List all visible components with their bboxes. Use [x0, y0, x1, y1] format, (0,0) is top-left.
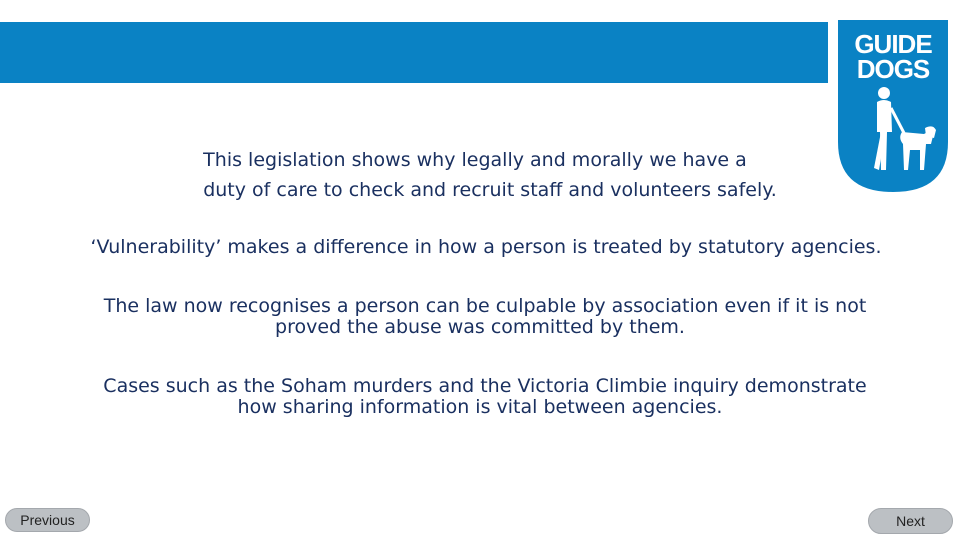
paragraph-line: The law now recognises a person can be culpable by association even if it is not: [103, 295, 867, 317]
logo-text-dogs: DOGS: [856, 54, 930, 84]
paragraph-line: proved the abuse was committed by them.: [275, 316, 685, 338]
paragraph-line: Cases such as the Soham murders and the Victoria Climbie inquiry demonstrate: [103, 375, 867, 397]
paragraph-line: ‘Vulnerability’ makes a difference in how a person is treated by statutory agencies.: [90, 236, 882, 258]
logo-text-guide: GUIDE: [854, 29, 932, 59]
paragraph-line: how sharing information is vital between agencies.: [237, 396, 723, 418]
paragraph-line: duty of care to check and recruit staff and volunteers safely.: [203, 179, 777, 201]
paragraph-case-examples: [0, 376, 960, 418]
next-button[interactable]: Next: [868, 508, 953, 534]
paragraph-duty-of-care: [0, 145, 960, 205]
paragraph-vulnerability: [0, 236, 960, 258]
paragraph-culpability: [0, 296, 960, 338]
previous-button[interactable]: Previous: [5, 508, 90, 532]
paragraph-line: This legislation shows why legally and morally we have a: [203, 149, 747, 171]
header-bar: [0, 22, 828, 83]
